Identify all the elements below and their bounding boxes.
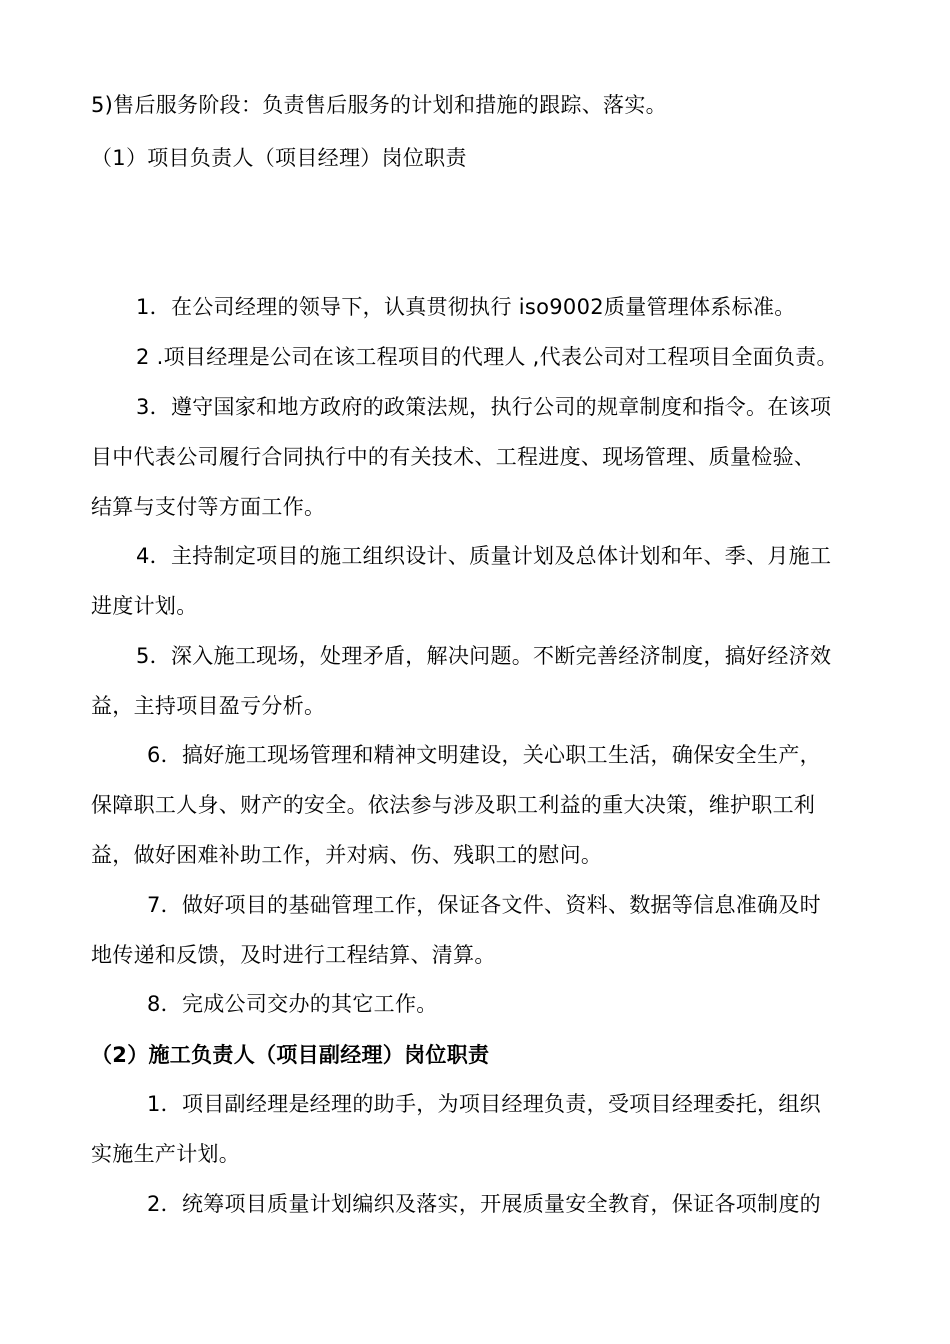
paragraph-line: 进度计划。	[91, 594, 198, 618]
paragraph-line: 益，主持项目盈亏分析。	[91, 694, 326, 718]
paragraph-line: 2．统筹项目质量计划编织及落实，开展质量安全教育，保证各项制度的	[147, 1192, 821, 1216]
paragraph-line: 5)售后服务阶段：负责售后服务的计划和措施的跟踪、落实。	[91, 93, 667, 117]
paragraph-line: 结算与支付等方面工作。	[91, 495, 326, 519]
paragraph-line: 目中代表公司履行合同执行中的有关技术、工程进度、现场管理、质量检验、	[91, 445, 816, 469]
paragraph-line: 1．在公司经理的领导下，认真贯彻执行 iso9002质量管理体系标准。	[136, 295, 796, 319]
paragraph-line: 实施生产计划。	[91, 1142, 241, 1166]
paragraph-line: 2 .项目经理是公司在该工程项目的代理人 ,代表公司对工程项目全面负责。	[136, 345, 838, 369]
paragraph-line: 3．遵守国家和地方政府的政策法规，执行公司的规章制度和指令。在该项	[136, 395, 832, 419]
paragraph-line: 7．做好项目的基础管理工作，保证各文件、资料、数据等信息准确及时	[147, 893, 821, 917]
section-heading: （1）项目负责人（项目经理）岗位职责	[91, 146, 467, 170]
paragraph-line: 5．深入施工现场，处理矛盾，解决问题。不断完善经济制度，搞好经济效	[136, 644, 832, 668]
paragraph-line: 8．完成公司交办的其它工作。	[147, 992, 438, 1016]
section-heading: （2）施工负责人（项目副经理）岗位职责	[91, 1043, 490, 1067]
paragraph-line: 保障职工人身、财产的安全。依法参与涉及职工利益的重大决策，维护职工利	[91, 793, 816, 817]
paragraph-line: 6．搞好施工现场管理和精神文明建设，关心职工生活，确保安全生产，	[147, 743, 821, 767]
paragraph-line: 4．主持制定项目的施工组织设计、质量计划及总体计划和年、季、月施工	[136, 544, 832, 568]
paragraph-line: 益，做好困难补助工作，并对病、伤、残职工的慰问。	[91, 843, 603, 867]
paragraph-line: 1．项目副经理是经理的助手，为项目经理负责，受项目经理委托，组织	[147, 1092, 821, 1116]
paragraph-line: 地传递和反馈，及时进行工程结算、清算。	[91, 943, 496, 967]
